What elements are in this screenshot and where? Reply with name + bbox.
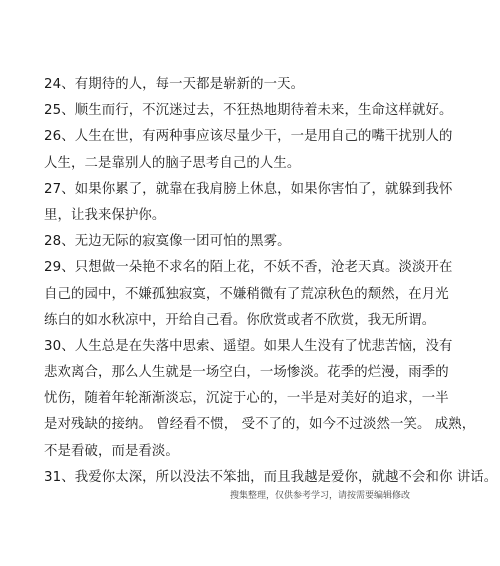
text-line: 里，让我来保护你。	[44, 207, 166, 223]
text-line: 28、无边无际的寂寞像一团可怕的黑雾。	[44, 234, 291, 250]
text-line: 30、人生总是在失落中思索、遥望。如果人生没有了忧悲苦恼，没有	[44, 338, 453, 354]
text-line: 26、人生在世，有两种事应该尽量少干，一是用自己的嘴干扰别人的	[44, 129, 453, 145]
text-line: 是对残缺的接纳。 曾经看不惯， 受不了的，如今不过淡然一笑。 成熟，	[44, 417, 476, 433]
text-line: 27、如果你累了，就靠在我肩膀上休息，如果你害怕了，就躲到我怀	[44, 181, 453, 197]
footer-note: 搜集整理，仅供参考学习，请按需要编辑修改	[229, 491, 410, 501]
text-line: 24、有期待的人，每一天都是崭新的一天。	[44, 77, 305, 92]
text-line: 悲欢离合，那么人生就是一场空白，一场惨淡。花季的烂漫，雨季的	[44, 365, 449, 381]
text-line: 31、我爱你太深，所以没法不笨拙，而且我越是爱你，就越不会和你 讲话。	[44, 469, 498, 485]
text-line: 忧伤，随着年轮渐渐淡忘，沉淀于心的，一半是对美好的追求，一半	[44, 391, 449, 407]
text-line: 29、只想做一朵艳不求名的陌上花，不妖不香，沧老天真。淡淡开在	[44, 260, 453, 276]
text-line: 25、顺生而行，不沉迷过去，不狂热地期待着未来，生命这样就好。	[44, 103, 453, 119]
text-line: 自己的园中，不嫌孤独寂寞，不嫌稍微有了荒凉秋色的颓然，在月光	[44, 286, 449, 302]
quote-list	[44, 72, 498, 491]
text-line: 不是看破，而是看淡。	[44, 443, 179, 459]
text-line: 练白的如水秋凉中，开给自己看。你欣赏或者不欣赏，我无所谓。	[44, 312, 436, 328]
text-line: 人生，二是靠别人的脑子思考自己的人生。	[44, 155, 301, 171]
